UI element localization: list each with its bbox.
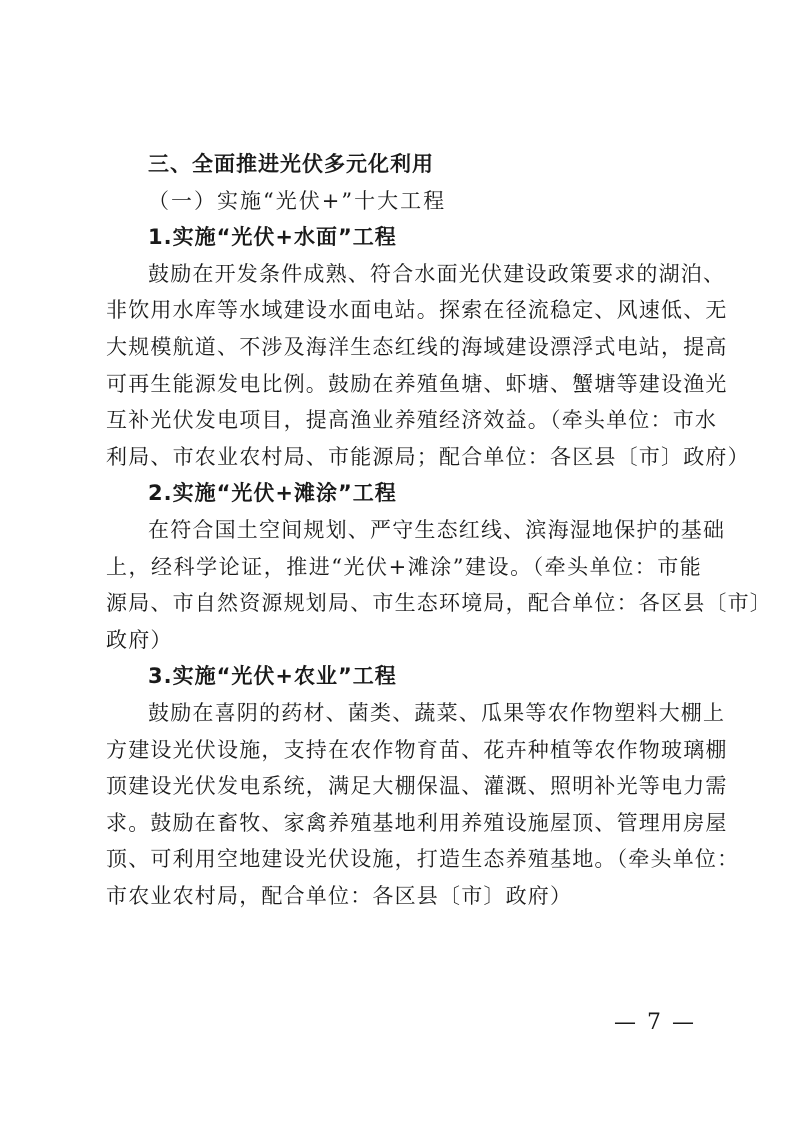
paragraph-line: 顶建设光伏发电系统，满足大棚保温、灌溉、照明补光等电力需 bbox=[106, 774, 728, 799]
page-number: — 7 — bbox=[614, 1010, 696, 1035]
item-heading: 3.实施“光伏+农业”工程 bbox=[148, 664, 397, 689]
paragraph-line: 利局、市农业农村局、市能源局；配合单位：各区县〔市〕政府） bbox=[106, 444, 750, 469]
paragraph-line: 鼓励在喜阴的药材、菌类、蔬菜、瓜果等农作物塑料大棚上 bbox=[148, 700, 726, 725]
paragraph-line: 鼓励在开发条件成熟、符合水面光伏建设政策要求的湖泊、 bbox=[148, 261, 726, 286]
subsection-title: （一）实施“光伏+”十大工程 bbox=[148, 188, 447, 213]
paragraph-line: 在符合国土空间规划、严守生态红线、滨海湿地保护的基础 bbox=[148, 517, 726, 542]
item-heading: 2.实施“光伏+滩涂”工程 bbox=[148, 481, 397, 506]
paragraph-line: 互补光伏发电项目，提高渔业养殖经济效益。（牵头单位：市水 bbox=[106, 408, 718, 433]
paragraph-line: 上，经科学论证，推进“光伏+滩涂”建设。（牵头单位：市能 bbox=[106, 554, 702, 579]
paragraph-line: 方建设光伏设施，支持在农作物育苗、花卉种植等农作物玻璃棚 bbox=[106, 737, 728, 762]
paragraph-line: 大规模航道、不涉及海洋生态红线的海域建设漂浮式电站，提高 bbox=[106, 334, 728, 359]
section-title: 三、全面推进光伏多元化利用 bbox=[148, 152, 434, 176]
paragraph-line: 市农业农村局，配合单位：各区县〔市〕政府） bbox=[106, 883, 573, 908]
document-body bbox=[106, 146, 772, 914]
paragraph-line: 可再生能源发电比例。鼓励在养殖鱼塘、虾塘、蟹塘等建设渔光 bbox=[106, 371, 728, 396]
paragraph-line: 求。鼓励在畜牧、家禽养殖基地利用养殖设施屋顶、管理用房屋 bbox=[106, 810, 728, 835]
paragraph-line: 政府） bbox=[106, 627, 173, 652]
paragraph-line: 顶、可利用空地建设光伏设施，打造生态养殖基地。（牵头单位： bbox=[106, 847, 740, 872]
item-heading: 1.实施“光伏+水面”工程 bbox=[148, 225, 397, 250]
paragraph-line: 源局、市自然资源规划局、市生态环境局，配合单位：各区县〔市〕 bbox=[106, 591, 772, 616]
paragraph-line: 非饮用水库等水域建设水面电站。探索在径流稳定、风速低、无 bbox=[106, 298, 728, 323]
